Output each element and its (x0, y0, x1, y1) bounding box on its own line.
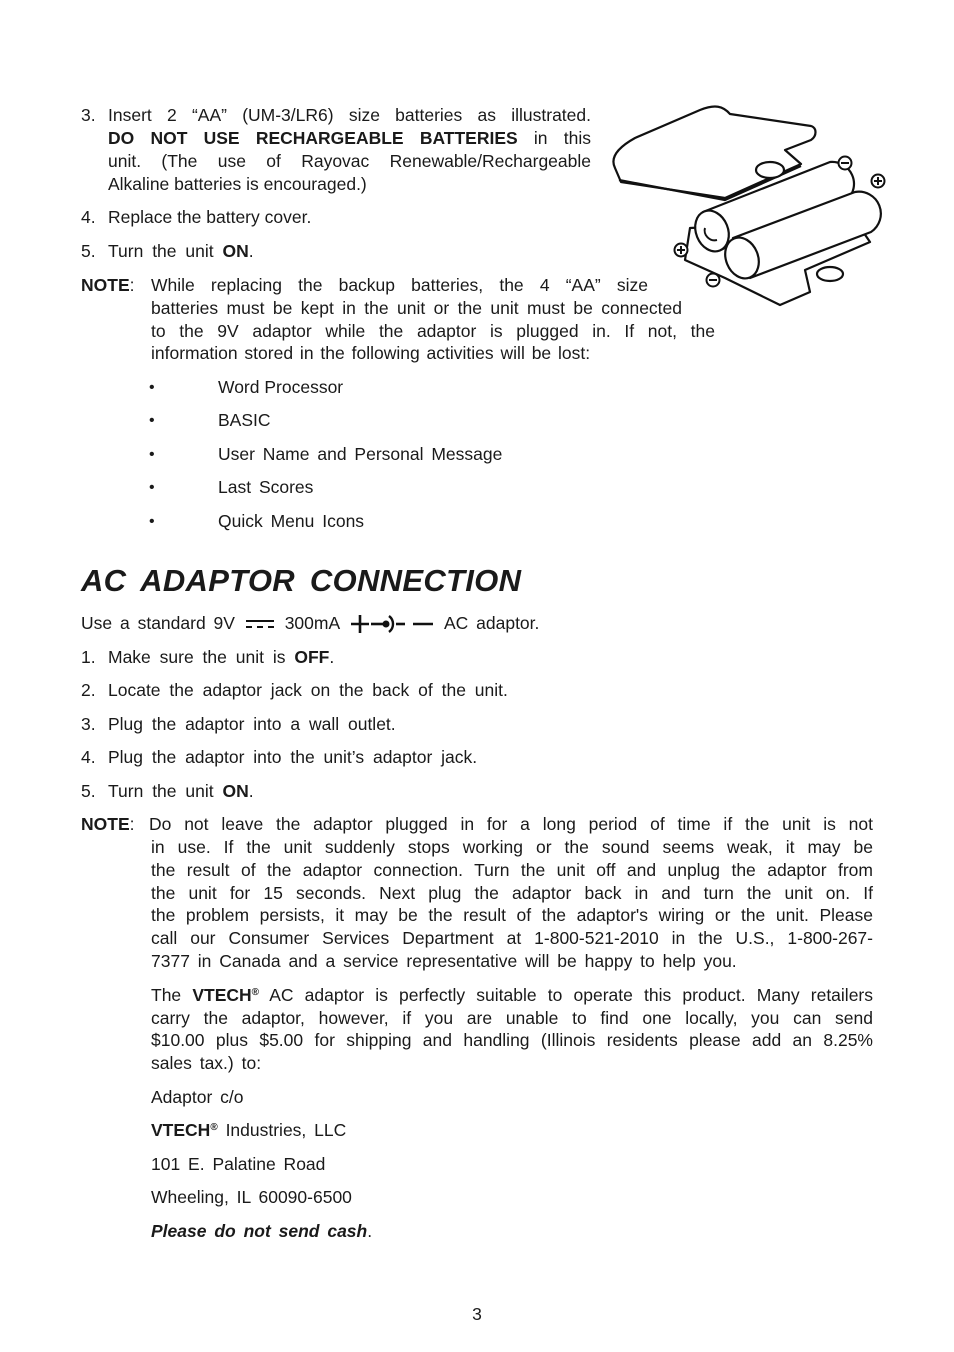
ac-step-2-number: 2. (81, 680, 96, 700)
ac-step-1-number: 1. (81, 647, 96, 667)
backup-note-line-3: to the 9V adaptor while the adaptor is plugged in. If not, the (151, 321, 715, 341)
polarity-symbol-icon (349, 613, 435, 635)
note-colon: : (129, 275, 135, 295)
ac-step-1-bold: OFF (294, 647, 330, 667)
list-item: Quick Menu Icons (218, 511, 365, 531)
ac-note-line-3: the result of the adaptor connection. Turn the unit off and unplug the adaptor from (151, 860, 873, 880)
dc-symbol-icon (245, 618, 275, 630)
section-heading: AC ADAPTOR CONNECTION (81, 563, 522, 598)
battery-illustration (605, 100, 895, 310)
step-5-label: Turn the unit (108, 241, 214, 261)
page-number: 3 (472, 1304, 482, 1324)
closing-note (151, 1220, 873, 1243)
ac-note-line-5: the problem persists, it may be the result of the adaptor's wiring or the unit. Please (151, 905, 873, 925)
address-line-1: Adaptor c/o (151, 1087, 244, 1107)
brand-name: VTECH (192, 985, 252, 1005)
step-4-text: Replace the battery cover. (108, 207, 312, 227)
registered-mark: ® (251, 987, 260, 998)
vtech-para-line-4: sales tax.) to: (151, 1053, 262, 1073)
ac-step-5-number: 5. (81, 781, 96, 801)
step-3-line-1: Insert 2 “AA” (UM-3/LR6) size batteries as illustrated. (108, 105, 591, 125)
ac-step-1-end: . (329, 647, 335, 667)
address-city: Wheeling, IL 60090-6500 (151, 1187, 352, 1207)
adaptor-spec-line (81, 612, 539, 635)
ac-step-3-number: 3. (81, 714, 96, 734)
bullet-dot: • (149, 479, 155, 496)
step-5-end: . (248, 241, 254, 261)
bullet-dot: • (149, 446, 155, 463)
bullet-dot: • (149, 513, 155, 530)
rechargeable-warning: DO NOT USE RECHARGEABLE BATTERIES (108, 128, 518, 148)
ac-note-line-7: 7377 in Canada and a service representative will be happy to help you. (151, 951, 737, 971)
step-4-number: 4. (81, 207, 96, 227)
list-item: Word Processor (218, 377, 344, 397)
step-3-line-2-rest: in this (533, 128, 591, 148)
ac-step-1-text (108, 646, 334, 669)
bullet-dot: • (149, 412, 155, 429)
ac-step-5-end: . (248, 781, 254, 801)
backup-note-line-4: information stored in the following activities will be lost: (151, 343, 591, 363)
step-3-line-4: Alkaline batteries is encouraged.) (108, 174, 367, 194)
intro-part-c: AC adaptor. (443, 613, 540, 633)
backup-note-label (81, 274, 135, 297)
list-item: Last Scores (218, 477, 314, 497)
ac-note-line-4: the unit for 15 seconds. Next plug the adaptor back in and turn the unit on. If (151, 883, 873, 903)
ac-note-colon: : (129, 814, 135, 834)
ac-note-label (81, 813, 135, 836)
ac-step-4-number: 4. (81, 747, 96, 767)
vtech-para-rest: AC adaptor is perfectly suitable to operate this product. Many retailers (269, 985, 873, 1005)
vtech-para-pre: The (151, 985, 182, 1005)
list-item: BASIC (218, 410, 271, 430)
list-item: User Name and Personal Message (218, 444, 503, 464)
bullet-dot: • (149, 379, 155, 396)
ac-note-line-1: Do not leave the adaptor plugged in for a long period of time if the unit is not (149, 814, 873, 834)
ac-note-line-6: call our Consumer Services Department at 1-800-521-2010 in the U.S., 1-800-267- (151, 928, 873, 948)
address-registered-mark: ® (210, 1122, 218, 1133)
ac-step-4-text: Plug the adaptor into the unit’s adaptor jack. (108, 747, 478, 767)
ac-step-3-text: Plug the adaptor into a wall outlet. (108, 714, 396, 734)
address-brand: VTECH (151, 1120, 211, 1140)
ac-note-line-2: in use. If the unit suddenly stops working or the sound seems weak, it may be (151, 837, 873, 857)
backup-note-line-1: While replacing the backup batteries, the 4 “AA” size (151, 275, 648, 295)
step-3-line-3: unit. (The use of Rayovac Renewable/Rechargeable (108, 151, 591, 171)
closing-end: . (367, 1221, 373, 1241)
address-street: 101 E. Palatine Road (151, 1154, 326, 1174)
ac-step-5-bold: ON (222, 781, 249, 801)
intro-part-b: 300mA (284, 613, 340, 633)
ac-step-2-text: Locate the adaptor jack on the back of the unit. (108, 680, 508, 700)
intro-part-a: Use a standard 9V (81, 613, 235, 633)
ac-note-label-text: NOTE (81, 814, 130, 834)
note-label-text: NOTE (81, 275, 130, 295)
backup-note-line-2: batteries must be kept in the unit or the unit must be connected (151, 298, 682, 318)
ac-step-5-text (108, 780, 254, 803)
address-company (151, 1119, 873, 1142)
address-company-rest: Industries, LLC (225, 1120, 347, 1140)
ac-step-5-label: Turn the unit (108, 781, 214, 801)
closing-text: Please do not send cash (151, 1221, 368, 1241)
step-5-text (108, 240, 254, 263)
step-5-number: 5. (81, 241, 96, 261)
vtech-para-line-2: carry the adaptor, however, if you are unable to find one locally, you can send (151, 1008, 873, 1028)
step-3-number: 3. (81, 105, 96, 125)
vtech-para-line-3: $10.00 plus $5.00 for shipping and handling (Illinois residents please add an 8.25% (151, 1030, 873, 1050)
step-5-bold: ON (222, 241, 249, 261)
ac-step-1-label: Make sure the unit is (108, 647, 286, 667)
step-3-line-2 (108, 127, 591, 150)
vtech-para-line-1 (151, 984, 873, 1007)
